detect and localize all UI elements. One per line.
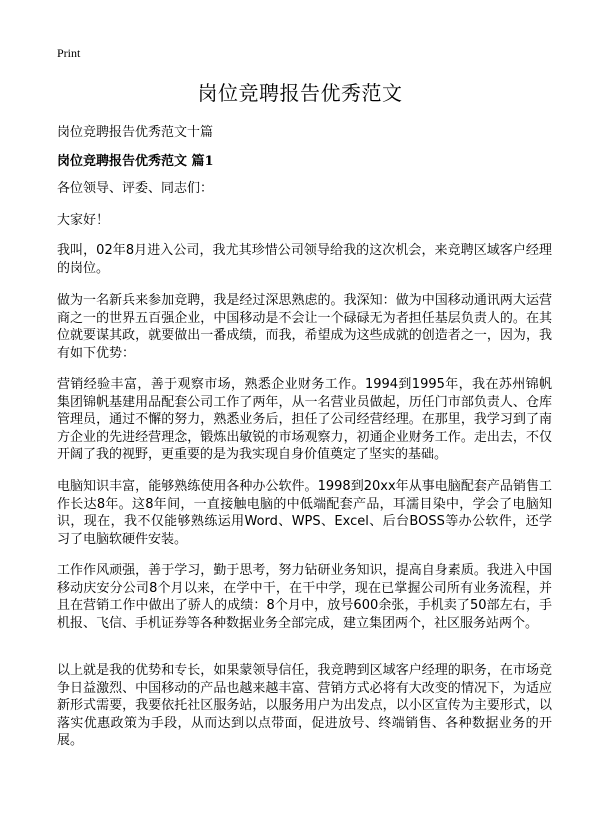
paragraph-computer-skills: 电脑知识丰富，能够熟练使用各种办公软件。1998到20xx年从事电脑配套产品销售工作长达8年。这8年间，一直接触电脑的中低端配套产品，耳濡目染中，学会了电脑知识，现在，我不仅能够熟练运用Word、WPS、Excel、后台BOSS等办公软件，还学习了电脑软硬件安装。 (57, 479, 552, 547)
paragraph-motivation: 做为一名新兵来参加竞聘，我是经过深思熟虑的。我深知：做为中国移动通讯两大运营商之一的世界五百强企业，中国移动是不会让一个碌碌无为者担任基层负责人的。在其位就要谋其政，就要做出一番成绩，而我，希望成为这些成就的创造者之一，因为，我有如下优势： (57, 293, 552, 361)
paragraph-intro: 我叫，02年8月进入公司，我尤其珍惜公司领导给我的这次机会，来竞聘区域客户经理的岗位。 (57, 243, 552, 276)
document-subtitle: 岗位竞聘报告优秀范文十篇 (57, 125, 214, 140)
paragraph-greeting: 各位领导、评委、同志们： (57, 181, 214, 196)
document-title: 岗位竞聘报告优秀范文 (197, 81, 403, 105)
paragraph-sales-experience: 营销经验丰富，善于观察市场，熟悉企业财务工作。1994到1995年，我在苏州锦帆集团锦帆基建用品配套公司工作了两年，从一名营业员做起，历任门市部负责人、仓库管理员，通过不懈的努力，熟悉业务后，担任了公司经营经理。在那里，我学习到了南方企业的先进经营理念，锻炼出敏锐的市场观察力，初通企业财务工作。走出去，不仅开阔了我的视野，更重要的是为我实现自身价值奠定了坚实的基础。 (57, 377, 552, 462)
paragraph-conclusion: 以上就是我的优势和专长，如果蒙领导信任，我竞聘到区域客户经理的职务，在市场竞争日益激烈、中国移动的产品也越来越丰富、营销方式必将有大改变的情况下，为适应新形式需要，我要依托社区服务站，以服务用户为出发点，以小区宣传为主要形式，以落实优惠政策为手段，从而达到以点带面，促进放号、终端销售、各种数据业务的开展。 (57, 663, 552, 748)
print-label: Print (57, 46, 81, 60)
section-heading: 岗位竞聘报告优秀范文 篇1 (57, 154, 214, 169)
paragraph-hello: 大家好！ (57, 213, 110, 228)
paragraph-work-style: 工作作风顽强，善于学习，勤于思考，努力钻研业务知识，提高自身素质。我进入中国移动庆安分公司8个月以来，在学中干，在干中学，现在已掌握公司所有业务流程，并且在营销工作中做出了骄人的成绩：8个月中，放号600余张，手机卖了50部左右，手机报、飞信、手机证券等各种数据业务全部完成，建立集团两个，社区服务站两个。 (57, 563, 552, 631)
